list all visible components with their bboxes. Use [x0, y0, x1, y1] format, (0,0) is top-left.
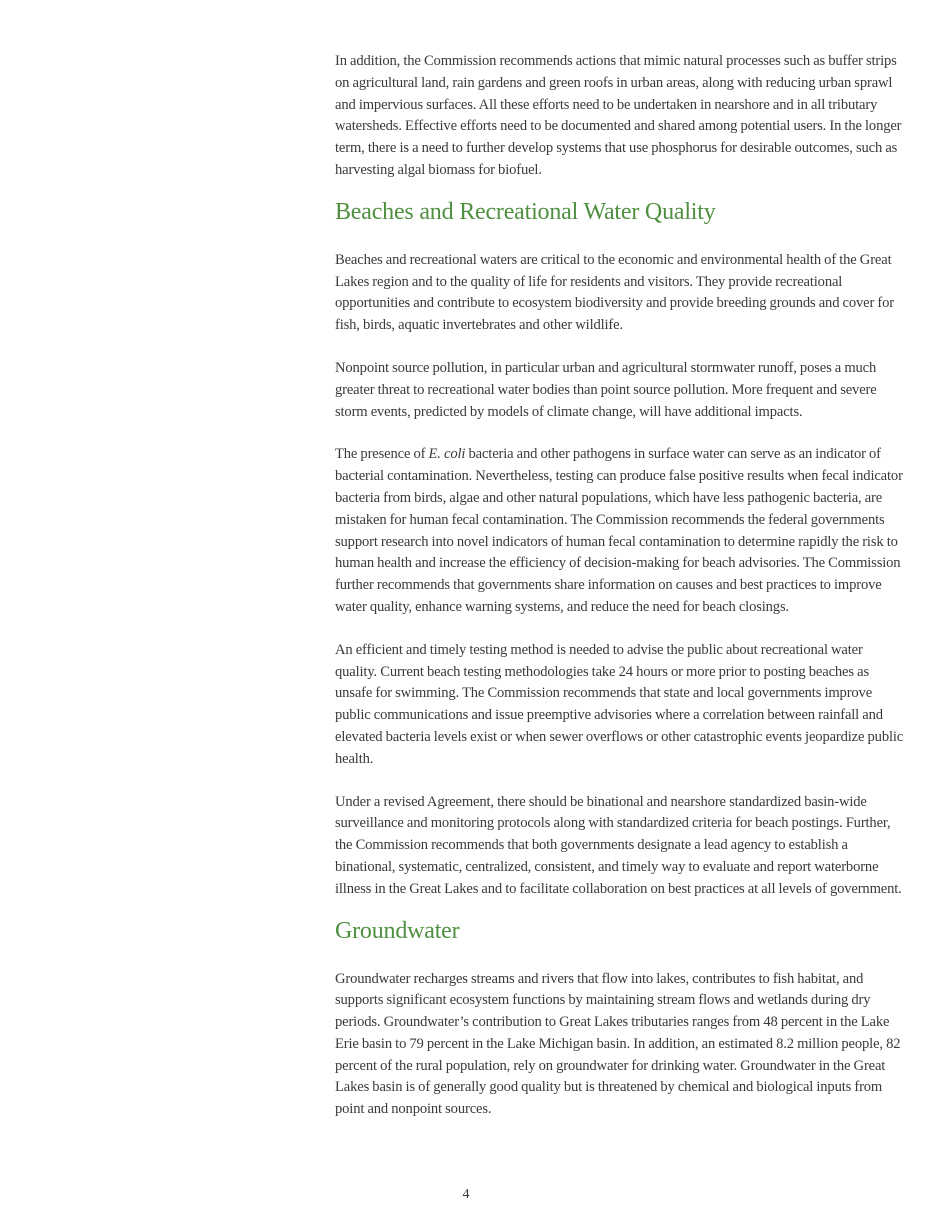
document-body [335, 51, 905, 1142]
intro-paragraph: In addition, the Commission recommends actions that mimic natural processes such as buffer strips on agricultural land, rain gardens and green roofs in urban areas, along with reducing urban sprawl and impervious surfaces. All these efforts need to be undertaken in nearshore and in all tributary watersheds. Effective efforts need to be documented and shared among potential users. In the longer term, there is a need to further develop systems that use phosphorus for desirable outcomes, such as harvesting algal biomass for biofuel. [335, 53, 902, 178]
section-heading-groundwater: Groundwater [335, 917, 460, 944]
beaches-paragraph-3-lead: The presence of [335, 446, 429, 463]
groundwater-paragraph-1: Groundwater recharges streams and rivers that flow into lakes, contributes to fish habitat, and supports significant ecosystem functions by maintaining stream flows and wetlands during dry periods. Groundwater’s contribution to Great Lakes tributaries ranges from 48 percent in the Lake Erie basin to 79 percent in the Lake Michigan basin. In addition, an estimated 8.2 million people, 82 percent of the rural population, rely on groundwater for drinking water. Groundwater in the Great Lakes basin is of generally good quality but is threatened by chemical and biological inputs from point and nonpoint sources. [335, 970, 901, 1118]
page-number: 4 [462, 1187, 470, 1202]
beaches-paragraph-1: Beaches and recreational waters are critical to the economic and environmental health of the Great Lakes region and to the quality of life for residents and visitors. They provide recreational opportunities and contribute to ecosystem biodiversity and provide breeding grounds and cover for fish, birds, aquatic invertebrates and other wildlife. [335, 251, 894, 334]
beaches-paragraph-5: Under a revised Agreement, there should be binational and nearshore standardized basin-wide surveillance and monitoring protocols along with standardized criteria for beach postings. Further, the Commission recommends that both governments designate a lead agency to establish a binational, systematic, centralized, consistent, and timely way to evaluate and report waterborne illness in the Great Lakes and to facilitate collaboration on best practices at all levels of government. [335, 793, 902, 897]
beaches-paragraph-2: Nonpoint source pollution, in particular urban and agricultural stormwater runoff, poses a much greater threat to recreational water bodies than point source pollution. More frequent and severe storm events, predicted by models of climate change, will have additional impacts. [335, 359, 877, 420]
ecoli-term: E. coli [428, 446, 466, 463]
beaches-paragraph-4: An efficient and timely testing method is needed to advise the public about recreational water quality. Current beach testing methodologies take 24 hours or more prior to posting beaches as unsafe for swimming. The Commission recommends that state and local governments improve public communications and issue preemptive advisories where a correlation between rainfall and elevated bacteria levels exist or when sewer overflows or other catastrophic events jeopardize public health. [335, 641, 904, 767]
section-heading-beaches: Beaches and Recreational Water Quality [335, 198, 716, 225]
beaches-paragraph-3-rest: bacteria and other pathogens in surface water can serve as an indicator of bacterial contamination. Nevertheless, testing can produce false positive results when fecal indicator bacteria from birds, algae and other natural populations, which have less pathogenic bacteria, are mistaken for human fecal contamination. The Commission recommends the federal governments support research into novel indicators of human fecal contamination to determine rapidly the risk to human health and increase the efficiency of decision-making for beach advisories. The Commission further recommends that governments share information on causes and best practices to improve water quality, enhance warning systems, and reduce the need for beach closings. [335, 446, 903, 615]
beaches-paragraph-3 [335, 444, 905, 618]
